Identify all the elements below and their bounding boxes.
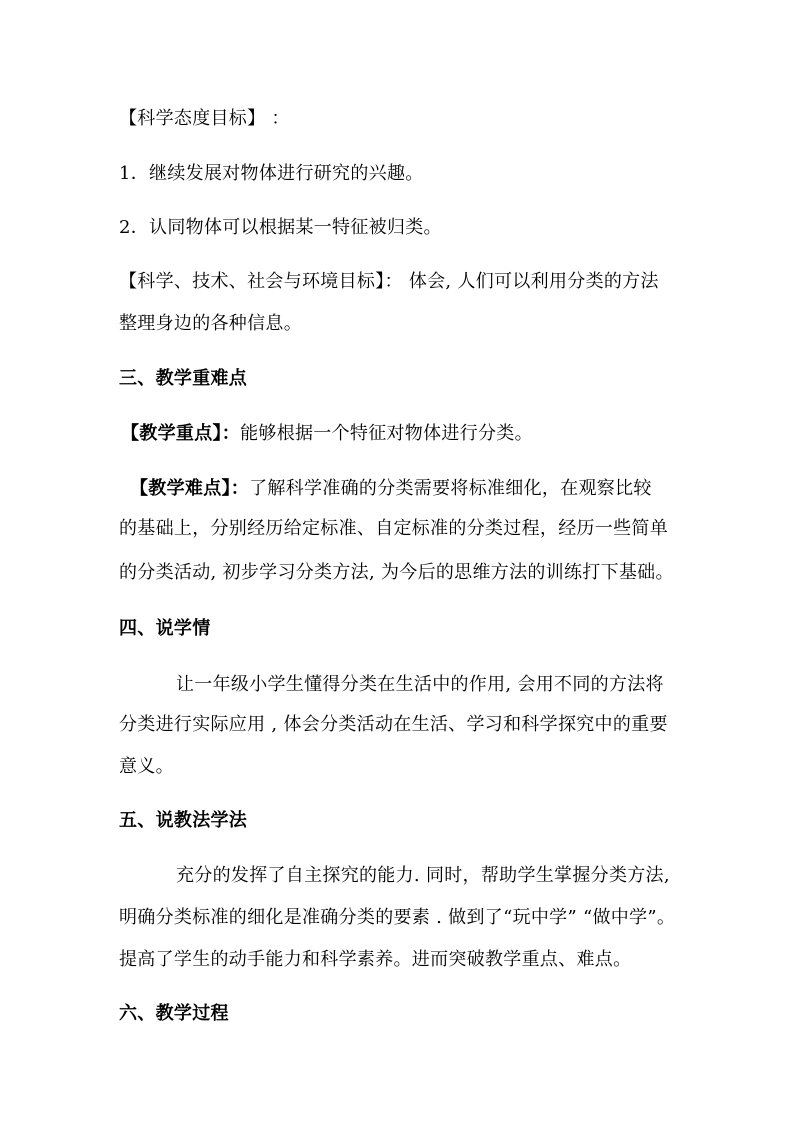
key-point-label: 【教学重点】： (121, 423, 241, 444)
section5-line1: 充分的发挥了自主探究的能力. 同时，帮助学生掌握分类方法, (176, 865, 670, 886)
section4-line3: 意义。 (119, 756, 174, 777)
attitude-item-1: 1．继续发展对物体进行研究的兴趣。 (119, 163, 424, 184)
section6-title: 六、教学过程 (119, 1003, 229, 1024)
sste-label: 【科学、技术、社会与环境目标】： (119, 271, 403, 292)
key-point-paragraph (121, 422, 691, 446)
section3-title: 三、教学重难点 (119, 368, 248, 389)
sste-text-line1: 体会, 人们可以利用分类的方法 (402, 271, 659, 292)
section5-line3: 提高了学生的动手能力和科学素养。进而突破教学重点、难点。 (119, 949, 632, 970)
attitude-item-2: 2．认同物体可以根据某一特征被归类。 (119, 217, 442, 238)
section5-title: 五、说教法学法 (119, 810, 248, 831)
sste-text-line2: 整理身边的各种信息。 (119, 313, 302, 334)
section5-line2: 明确分类标准的细化是准确分类的要素 . 做到了“玩中学” “做中学”。 (119, 907, 676, 928)
difficulty-label: 【教学难点】： (130, 478, 250, 499)
difficulty-paragraph (130, 477, 700, 501)
difficulty-line2: 的基础上，分别经历给定标准、自定标准的分类过程，经历一些简单 (119, 518, 668, 539)
section4-line1: 让一年级小学生懂得分类在生活中的作用, 会用不同的方法将 (176, 674, 664, 695)
section4-line2: 分类进行实际应用 , 体会分类活动在生活、学习和科学探究中的重要 (119, 714, 668, 735)
sste-paragraph (119, 270, 689, 294)
difficulty-line1: 了解科学准确的分类需要将标准细化，在观察比较 (249, 478, 652, 499)
section4-title: 四、说学情 (119, 618, 211, 639)
key-point-text: 能够根据一个特征对物体进行分类。 (240, 423, 533, 444)
attitude-heading: 【科学态度目标】 ： (119, 108, 290, 129)
difficulty-line3: 的分类活动, 初步学习分类方法, 为今后的思维方法的训练打下基础。 (119, 562, 674, 583)
